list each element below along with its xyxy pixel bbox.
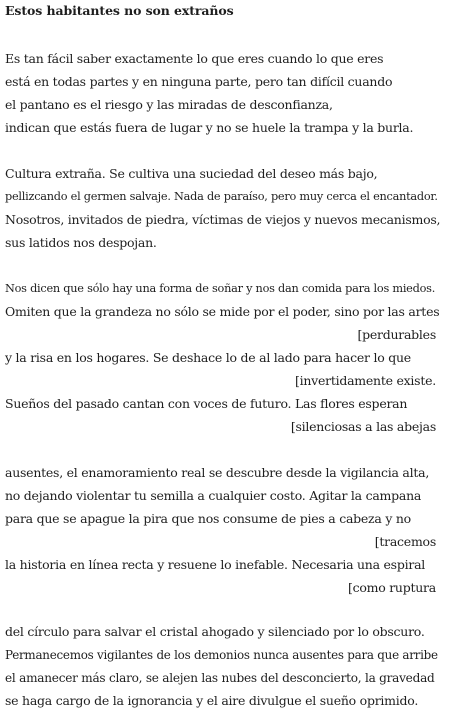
poem-line: Sueños del pasado cantan con voces de futuro. Las flores esperan	[5, 396, 408, 411]
poem-line: Nos dicen que sólo hay una forma de soñar y nos dan comida para los miedos.	[5, 282, 436, 295]
poem-line: indican que estás fuera de lugar y no se huele la trampa y la burla.	[5, 120, 414, 135]
poem-line: el amanecer más claro, se alejen las nubes del desconcierto, la gravedad	[5, 671, 435, 685]
poem-line-continuation: [perdurables	[357, 327, 436, 342]
poem-line: no dejando violentar tu semilla a cualquier costo. Agitar la campana	[5, 488, 422, 503]
poem-line: del círculo para salvar el cristal ahogado y silenciado por lo obscuro.	[5, 624, 425, 639]
poem-line: pellizcando el germen salvaje. Nada de paraíso, pero muy cerca el encantador.	[5, 190, 438, 203]
poem-line-continuation: [tracemos	[374, 534, 436, 549]
poem-line-continuation: [silenciosas a las abejas	[290, 419, 436, 434]
poem-line-continuation: [como ruptura	[347, 580, 436, 595]
poem-title: Estos habitantes no son extraños	[5, 3, 234, 18]
poem-line-continuation: [invertidamente existe.	[294, 373, 436, 388]
poem-line: Omiten que la grandeza no sólo se mide por el poder, sino por las artes	[5, 304, 440, 319]
poem-line: Permanecemos vigilantes de los demonios nunca ausentes para que arribe	[5, 648, 438, 662]
poem-line: Nosotros, invitados de piedra, víctimas de viejos y nuevos mecanismos,	[5, 212, 441, 227]
poem-line: está en todas partes y en ninguna parte, pero tan difícil cuando	[5, 74, 393, 89]
poem-line: la historia en línea recta y resuene lo inefable. Necesaria una espiral	[5, 557, 426, 572]
poem-line: el pantano es el riesgo y las miradas de desconfianza,	[5, 97, 333, 112]
poem-line: Es tan fácil saber exactamente lo que eres cuando lo que eres	[5, 51, 384, 66]
poem-line: sus latidos nos despojan.	[5, 235, 157, 250]
poem-line: para que se apague la pira que nos consume de pies a cabeza y no	[5, 511, 411, 526]
poem-line: ausentes, el enamoramiento real se descubre desde la vigilancia alta,	[5, 465, 430, 480]
poem-line: Cultura extraña. Se cultiva una suciedad del deseo más bajo,	[5, 166, 378, 181]
poem-line: y la risa en los hogares. Se deshace lo de al lado para hacer lo que	[5, 350, 411, 365]
poem-line: se haga cargo de la ignorancia y el aire divulgue el sueño oprimido.	[5, 693, 419, 708]
